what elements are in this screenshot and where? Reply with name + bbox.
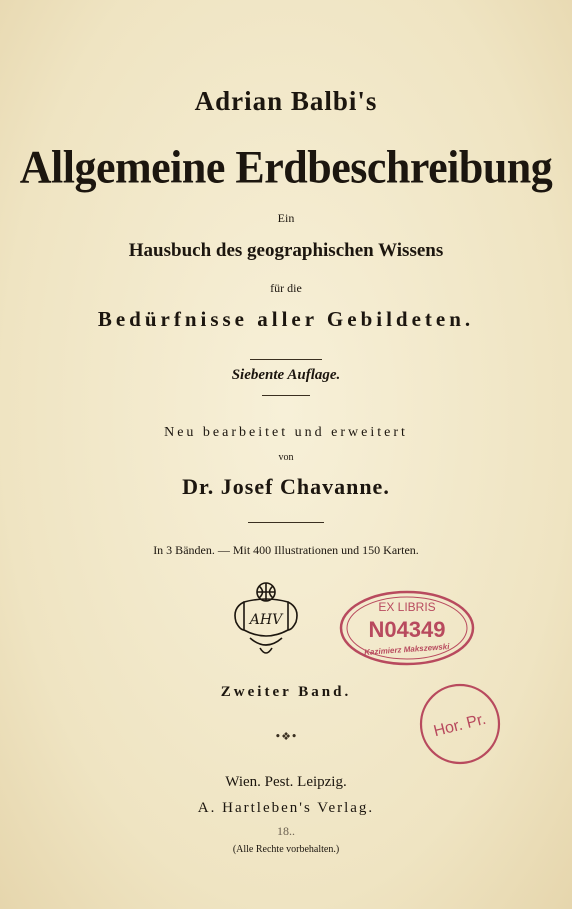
ex-libris-owner: Kazimierz Makszewski: [363, 642, 450, 657]
fuer-die-line: für die: [270, 281, 302, 295]
year-line: 18..: [277, 824, 295, 838]
ex-libris-title: EX LIBRIS: [378, 600, 436, 614]
editor-name: Dr. Josef Chavanne.: [182, 474, 390, 499]
subtitle: Hausbuch des geographischen Wissens: [128, 240, 444, 261]
von-line: von: [278, 452, 294, 463]
edition-line: Siebente Auflage.: [231, 367, 341, 383]
ornament-divider: •❖•: [274, 730, 298, 743]
revised-line: Neu bearbeitet und erweitert: [164, 425, 408, 440]
audience-line: Bedürfnisse aller Gebildeten.: [97, 307, 475, 331]
publisher-emblem-icon: [226, 578, 306, 660]
bands-line: In 3 Bänden. — Mit 400 Illustrationen und 150 Karten.: [153, 543, 419, 557]
rights-line: (Alle Rechte vorbehalten.): [232, 844, 340, 855]
volume-line: Zweiter Band.: [220, 684, 352, 700]
ex-libris-stamp: [338, 589, 476, 667]
emblem-monogram: AHV: [249, 612, 283, 628]
ein-line: Ein: [277, 211, 295, 225]
divider-rule: [262, 395, 310, 396]
place-line: Wien. Pest. Leipzig.: [225, 774, 347, 790]
author-line: Adrian Balbi's: [194, 86, 378, 116]
divider-rule: [248, 522, 324, 523]
book-title: Allgemeine Erdbeschreibung: [19, 141, 553, 194]
ex-libris-number: N04349: [368, 617, 446, 642]
round-stamp-text: Hor. Pr.: [431, 710, 488, 741]
publisher-line: A. Hartleben's Verlag.: [197, 800, 375, 816]
divider-rule: [250, 359, 322, 360]
